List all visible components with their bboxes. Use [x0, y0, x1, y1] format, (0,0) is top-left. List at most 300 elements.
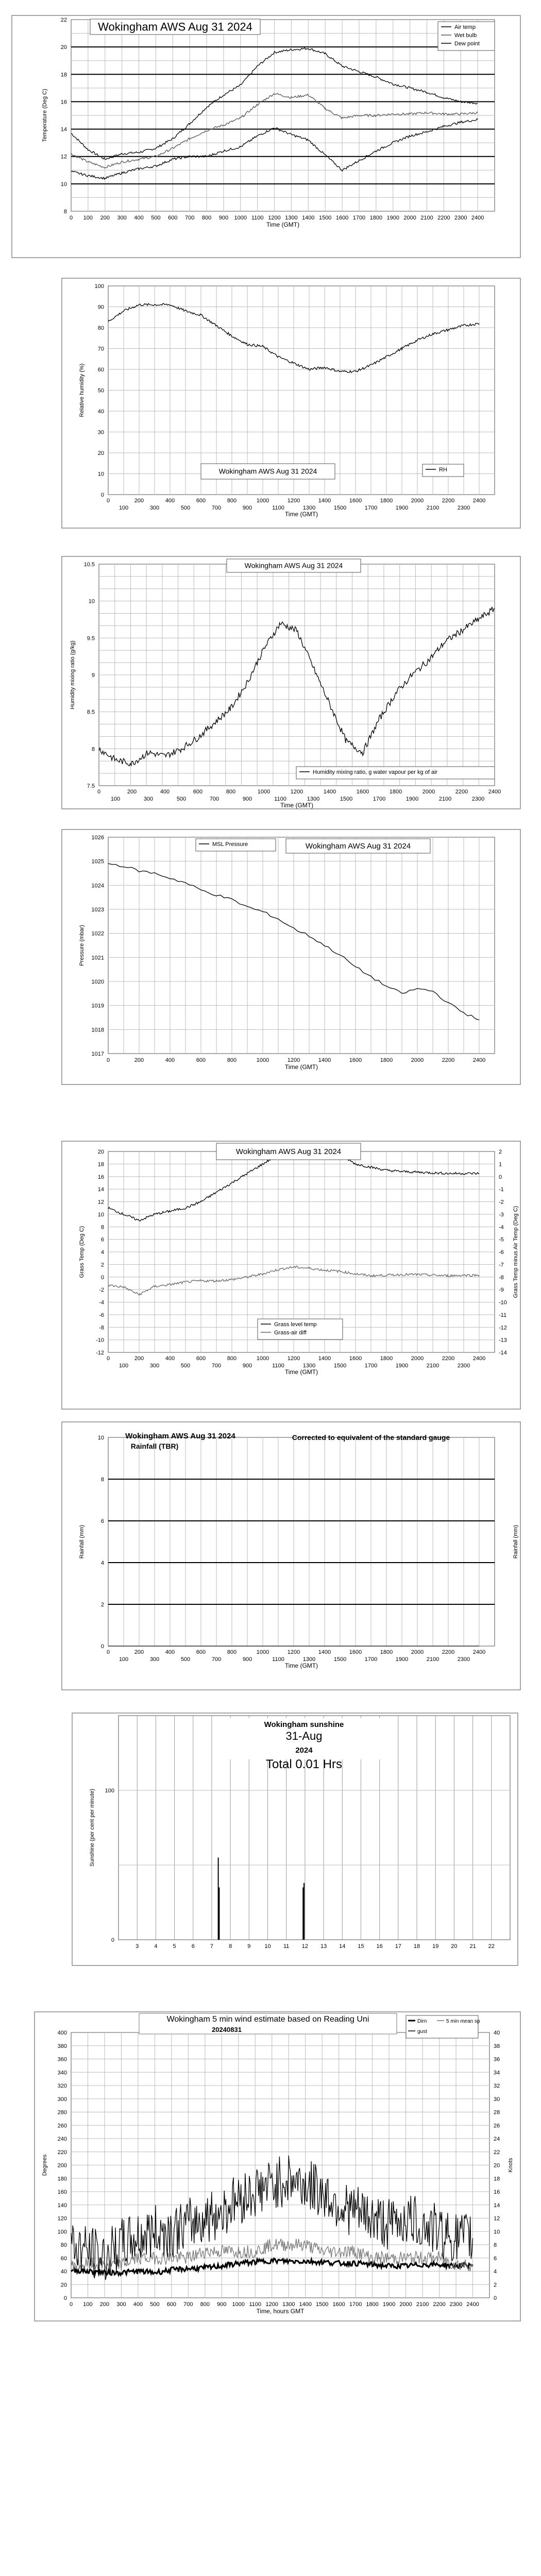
- y-tick-label: 20: [60, 2282, 67, 2289]
- x-tick-label: 1500: [333, 1363, 347, 1369]
- x-tick-label: 1700: [364, 1656, 378, 1663]
- x-tick-label: 600: [196, 1355, 206, 1362]
- chart-title: Wokingham sunshine: [264, 1720, 344, 1729]
- y-axis-title: Sunshine (per cent per minute): [89, 1788, 95, 1867]
- x-tick-label: 400: [165, 1355, 175, 1362]
- x-tick-label: 1600: [349, 1355, 362, 1362]
- x-tick-label: 1100: [251, 215, 264, 221]
- y-axis-title: Rainfall (mm): [79, 1524, 85, 1559]
- y-tick-label: 40: [60, 2268, 67, 2275]
- x-tick-label: 500: [180, 505, 191, 511]
- x-tick-label: 1300: [302, 1656, 316, 1663]
- y-tick-label-right: -9: [499, 1287, 504, 1294]
- chart-annotation: Corrected to equivalent of the standard gauge: [292, 1433, 450, 1442]
- y-tick-label: 1024: [91, 883, 104, 889]
- x-tick-label: 1200: [287, 1649, 300, 1655]
- y-tick-label: 10: [97, 1211, 104, 1218]
- chart-date: 31-Aug: [285, 1730, 323, 1742]
- y-tick-label-right: -14: [499, 1350, 507, 1356]
- x-tick-label: 1000: [234, 215, 247, 221]
- x-tick-label: 1600: [335, 215, 349, 221]
- x-tick-label: 1800: [369, 215, 383, 221]
- x-tick-label: 1900: [395, 1656, 409, 1663]
- y-tick-label-right: -4: [499, 1224, 504, 1231]
- x-tick-label: 1100: [272, 505, 284, 511]
- x-tick-label: 800: [227, 1649, 237, 1655]
- x-tick-label: 1100: [249, 2301, 262, 2308]
- y-tick-label-right: 32: [494, 2083, 500, 2089]
- x-tick-label: 1800: [380, 498, 393, 504]
- y-tick-label: 120: [57, 2215, 67, 2222]
- x-tick-label: 1200: [265, 2301, 279, 2308]
- y-axis-title: Grass Temp (Deg C): [79, 1226, 85, 1278]
- x-tick-label: 600: [166, 2301, 177, 2308]
- y-tick-label: 7.5: [87, 783, 95, 789]
- y-tick-label: 380: [57, 2043, 67, 2049]
- legend-label: Wet bulb: [454, 32, 477, 39]
- x-tick-label: 1200: [290, 789, 303, 795]
- x-tick-label: 600: [168, 215, 178, 221]
- y-tick-label: 280: [57, 2109, 67, 2116]
- y-tick-label-right: 0: [494, 2295, 497, 2301]
- x-tick-label: 600: [196, 1649, 206, 1655]
- y-tick-label: 80: [97, 325, 104, 331]
- x-tick-label: 2300: [457, 505, 470, 511]
- x-tick-label: 600: [196, 1057, 206, 1063]
- y-tick-label-right: -11: [499, 1312, 507, 1318]
- y-tick-label-right: 6: [494, 2255, 497, 2262]
- y-tick-label: 14: [97, 1187, 104, 1193]
- y-tick-label-right: 18: [494, 2176, 500, 2182]
- x-tick-label: 1400: [323, 789, 336, 795]
- x-tick-label: 200: [134, 1057, 144, 1063]
- y-tick-label: 1021: [91, 955, 104, 961]
- y-tick-label-right: -3: [499, 1211, 504, 1218]
- x-axis-title: Time (GMT): [284, 1368, 318, 1376]
- x-tick-label: 1600: [349, 498, 362, 504]
- x-tick-label: 2300: [449, 2301, 463, 2308]
- x-tick-label: 400: [134, 215, 144, 221]
- y-tick-label: 10.5: [83, 562, 95, 568]
- x-tick-label: 1400: [318, 1355, 331, 1362]
- x-tick-label: 11: [283, 1943, 290, 1950]
- x-tick-label: 0: [106, 1649, 110, 1655]
- x-tick-label: 1800: [380, 1355, 393, 1362]
- y-tick-label-right: 4: [494, 2268, 497, 2275]
- x-tick-label: 400: [133, 2301, 143, 2308]
- x-tick-label: 400: [165, 1057, 175, 1063]
- x-tick-label: 500: [151, 215, 161, 221]
- x-tick-label: 1700: [349, 2301, 362, 2308]
- y-tick-label: 2: [100, 1262, 104, 1268]
- y-tick-label: -6: [99, 1312, 104, 1318]
- legend-label: Dirn: [417, 2019, 427, 2024]
- x-tick-label: 200: [134, 498, 144, 504]
- x-tick-label: 1100: [274, 796, 286, 802]
- x-tick-label: 300: [149, 1363, 160, 1369]
- x-axis-title: Time (GMT): [284, 511, 318, 518]
- chart-subtitle: Rainfall (TBR): [130, 1442, 179, 1450]
- x-tick-label: 2300: [457, 1363, 470, 1369]
- y-tick-label: 10: [60, 181, 67, 188]
- x-tick-label: 1000: [232, 2301, 245, 2308]
- x-tick-label: 5: [173, 1943, 176, 1950]
- x-tick-label: 1800: [380, 1057, 393, 1063]
- legend-label: 5 min mean sp: [446, 2019, 480, 2024]
- chart-title: Wokingham AWS Aug 31 2024: [235, 1147, 342, 1156]
- y-tick-label: 90: [97, 304, 104, 311]
- x-tick-label: 2100: [420, 215, 433, 221]
- y-tick-label: 8: [100, 1477, 104, 1483]
- x-tick-label: 100: [110, 796, 121, 802]
- x-tick-label: 0: [69, 2301, 73, 2308]
- x-tick-label: 10: [264, 1943, 271, 1950]
- chart-8: [35, 2012, 520, 2321]
- x-tick-label: 800: [227, 498, 237, 504]
- y-tick-label: 8.5: [87, 709, 95, 716]
- x-tick-label: 7: [210, 1943, 214, 1950]
- y-tick-label: 8: [100, 1224, 104, 1231]
- x-tick-label: 8: [229, 1943, 232, 1950]
- x-tick-label: 1900: [382, 2301, 396, 2308]
- x-tick-label: 2200: [442, 1355, 455, 1362]
- y-tick-label: 220: [57, 2149, 67, 2156]
- x-tick-label: 2200: [455, 789, 468, 795]
- x-tick-label: 1300: [302, 505, 316, 511]
- x-tick-label: 1500: [340, 796, 353, 802]
- x-tick-label: 2000: [411, 1649, 424, 1655]
- chart-total: Total 0.01 Hrs: [265, 1757, 343, 1771]
- x-tick-label: 9: [247, 1943, 251, 1950]
- x-tick-label: 500: [180, 1656, 191, 1663]
- y-tick-label-right: -1: [499, 1187, 504, 1193]
- x-tick-label: 2400: [472, 1057, 486, 1063]
- y-axis-title-right: Rainfall (mm): [513, 1524, 519, 1559]
- y-tick-label: 140: [57, 2202, 67, 2209]
- y-tick-label: 14: [60, 126, 67, 133]
- x-tick-label: 900: [218, 215, 229, 221]
- x-tick-label: 800: [227, 1057, 237, 1063]
- y-tick-label-right: 22: [494, 2149, 500, 2156]
- x-tick-label: 1000: [256, 1649, 269, 1655]
- y-tick-label: 320: [57, 2083, 67, 2089]
- x-tick-label: 1300: [307, 796, 320, 802]
- legend-label: RH: [439, 467, 447, 473]
- chart-1: [12, 15, 520, 258]
- x-tick-label: 2000: [403, 215, 416, 221]
- x-tick-label: 22: [488, 1943, 495, 1950]
- y-tick-label-right: 28: [494, 2109, 500, 2116]
- x-tick-label: 900: [242, 796, 252, 802]
- y-tick-label: 8: [91, 746, 95, 753]
- y-tick-label-right: 8: [494, 2242, 497, 2248]
- x-tick-label: 400: [160, 789, 170, 795]
- y-tick-label: 0: [111, 1937, 114, 1943]
- x-tick-label: 2100: [426, 505, 439, 511]
- x-tick-label: 14: [339, 1943, 346, 1950]
- y-tick-label: 2: [100, 1602, 104, 1608]
- x-tick-label: 2300: [471, 796, 485, 802]
- legend-label: Grass level temp: [274, 1321, 317, 1328]
- x-tick-label: 2400: [472, 498, 486, 504]
- x-tick-label: 1000: [257, 789, 270, 795]
- x-tick-label: 200: [99, 2301, 110, 2308]
- x-tick-label: 100: [83, 215, 93, 221]
- x-tick-label: 100: [119, 505, 129, 511]
- y-tick-label-right: -12: [499, 1325, 507, 1331]
- x-tick-label: 1300: [302, 1363, 316, 1369]
- x-tick-label: 400: [165, 498, 175, 504]
- x-tick-label: 700: [211, 1363, 222, 1369]
- x-tick-label: 0: [106, 498, 110, 504]
- x-tick-label: 1400: [318, 1057, 331, 1063]
- x-tick-label: 2100: [426, 1656, 439, 1663]
- x-tick-label: 900: [242, 1656, 252, 1663]
- y-tick-label: 80: [60, 2242, 67, 2248]
- y-tick-label: -12: [96, 1350, 104, 1356]
- x-tick-label: 0: [69, 215, 73, 221]
- chart-3: [62, 556, 520, 809]
- x-tick-label: 1600: [349, 1649, 362, 1655]
- chart-year: 2024: [295, 1746, 313, 1755]
- x-tick-label: 1700: [373, 796, 386, 802]
- x-tick-label: 1400: [318, 498, 331, 504]
- y-tick-label-right: 20: [494, 2162, 500, 2169]
- x-tick-label: 2000: [422, 789, 435, 795]
- x-tick-label: 1000: [256, 1355, 269, 1362]
- y-tick-label: 10: [97, 471, 104, 478]
- y-tick-label-right: 26: [494, 2123, 500, 2129]
- y-tick-label: 9: [91, 672, 95, 679]
- y-tick-label: -2: [99, 1287, 104, 1294]
- x-tick-label: 1100: [272, 1363, 284, 1369]
- x-tick-label: 2400: [466, 2301, 479, 2308]
- y-tick-label: 0: [100, 492, 104, 498]
- chart-4: [62, 829, 520, 1084]
- y-tick-label: 100: [105, 1788, 114, 1794]
- y-tick-label-right: -2: [499, 1199, 504, 1206]
- x-tick-label: 2200: [442, 1649, 455, 1655]
- y-tick-label: 1026: [91, 835, 104, 841]
- y-tick-label: 9.5: [87, 635, 95, 642]
- chart-subtitle: 20240831: [212, 2026, 242, 2033]
- x-axis-title: Time (GMT): [284, 1063, 318, 1071]
- x-tick-label: 1200: [287, 1057, 300, 1063]
- y-tick-label-right: -13: [499, 1337, 507, 1344]
- chart-2: [62, 278, 520, 528]
- y-tick-label: 6: [100, 1236, 104, 1243]
- y-axis-title: Humidity mixing ratio (g/kg): [70, 640, 76, 709]
- y-tick-label: 6: [100, 1518, 104, 1524]
- x-tick-label: 2100: [416, 2301, 429, 2308]
- y-tick-label-right: 1: [499, 1161, 502, 1168]
- chart-title: Wokingham AWS Aug 31 2024: [218, 467, 317, 476]
- y-tick-label: 160: [57, 2189, 67, 2195]
- y-tick-label: 8: [63, 209, 67, 215]
- x-tick-label: 0: [106, 1355, 110, 1362]
- y-tick-label: 10: [97, 1435, 104, 1441]
- x-tick-label: 1000: [256, 1057, 269, 1063]
- y-tick-label-right: 16: [494, 2189, 500, 2195]
- y-tick-label: 0: [63, 2295, 67, 2301]
- y-tick-label: 16: [60, 99, 67, 106]
- x-tick-label: 1200: [287, 498, 300, 504]
- x-tick-label: 1100: [272, 1656, 284, 1663]
- x-tick-label: 18: [413, 1943, 420, 1950]
- legend-label: Air temp: [454, 24, 476, 30]
- y-tick-label: 20: [97, 450, 104, 456]
- x-tick-label: 1200: [268, 215, 281, 221]
- x-tick-label: 500: [180, 1363, 191, 1369]
- y-tick-label-right: 40: [494, 2030, 500, 2036]
- x-tick-label: 1700: [352, 215, 366, 221]
- x-tick-label: 2400: [472, 1355, 486, 1362]
- x-tick-label: 17: [395, 1943, 401, 1950]
- x-tick-label: 2200: [442, 498, 455, 504]
- y-tick-label-right: 36: [494, 2056, 500, 2063]
- legend-label: Grass-air diff: [274, 1330, 307, 1336]
- x-tick-label: 700: [209, 796, 219, 802]
- x-tick-label: 6: [191, 1943, 195, 1950]
- x-tick-label: 900: [242, 1363, 252, 1369]
- x-tick-label: 0: [106, 1057, 110, 1063]
- x-tick-label: 1500: [333, 505, 347, 511]
- x-tick-label: 1700: [364, 505, 378, 511]
- y-tick-label: 60: [97, 367, 104, 373]
- x-tick-label: 1300: [285, 215, 298, 221]
- y-tick-label: 12: [60, 154, 67, 160]
- y-tick-label-right: 30: [494, 2096, 500, 2103]
- x-tick-label: 700: [211, 505, 222, 511]
- x-tick-label: 800: [227, 1355, 237, 1362]
- y-tick-label: 260: [57, 2123, 67, 2129]
- legend-label: Dew point: [454, 41, 480, 47]
- x-tick-label: 2400: [472, 1649, 486, 1655]
- x-tick-label: 1900: [395, 505, 409, 511]
- x-tick-label: 1800: [366, 2301, 379, 2308]
- y-tick-label: 10: [88, 598, 95, 605]
- x-tick-label: 1900: [386, 215, 399, 221]
- y-tick-label: -10: [96, 1337, 104, 1344]
- legend-label: gust: [417, 2029, 427, 2035]
- x-tick-label: 200: [134, 1649, 144, 1655]
- x-tick-label: 1500: [318, 215, 332, 221]
- x-tick-label: 2100: [426, 1363, 439, 1369]
- y-tick-label: 100: [94, 283, 104, 290]
- y-tick-label: 40: [97, 409, 104, 415]
- chart-title: Wokingham 5 min wind estimate based on Reading Uni: [166, 2015, 369, 2024]
- x-tick-label: 1400: [302, 215, 315, 221]
- y-tick-label: 340: [57, 2070, 67, 2076]
- x-tick-label: 1200: [287, 1355, 300, 1362]
- x-tick-label: 20: [451, 1943, 458, 1950]
- y-tick-label-right: -5: [499, 1236, 504, 1243]
- x-tick-label: 15: [358, 1943, 364, 1950]
- x-tick-label: 21: [469, 1943, 476, 1950]
- x-tick-label: 3: [136, 1943, 139, 1950]
- y-tick-label: 20: [97, 1149, 104, 1155]
- chart-5: [62, 1141, 520, 1409]
- y-tick-label: 70: [97, 346, 104, 352]
- y-tick-label: 400: [57, 2030, 67, 2036]
- x-axis-title: Time (GMT): [266, 221, 300, 228]
- x-tick-label: 2000: [411, 498, 424, 504]
- x-tick-label: 1400: [318, 1649, 331, 1655]
- y-tick-label-right: 12: [494, 2215, 500, 2222]
- y-tick-label: 1025: [91, 858, 104, 865]
- x-tick-label: 1900: [395, 1363, 409, 1369]
- x-tick-label: 1000: [256, 498, 269, 504]
- x-tick-label: 500: [176, 796, 187, 802]
- y-axis-title: Pressure (mbar): [79, 925, 85, 966]
- x-tick-label: 300: [149, 505, 160, 511]
- y-axis-title: Degrees: [42, 2154, 48, 2176]
- x-tick-label: 2400: [471, 215, 484, 221]
- x-tick-label: 1600: [349, 1057, 362, 1063]
- x-tick-label: 1800: [389, 789, 402, 795]
- chart-6: [62, 1422, 520, 1690]
- y-tick-label: 360: [57, 2056, 67, 2063]
- x-tick-label: 1500: [315, 2301, 329, 2308]
- x-tick-label: 700: [184, 215, 195, 221]
- y-tick-label: -4: [99, 1299, 104, 1306]
- y-tick-label-right: 2: [499, 1149, 502, 1155]
- x-tick-label: 2000: [411, 1057, 424, 1063]
- y-tick-label: 1017: [91, 1051, 104, 1057]
- x-tick-label: 600: [193, 789, 203, 795]
- x-tick-label: 16: [376, 1943, 383, 1950]
- x-tick-label: 900: [217, 2301, 227, 2308]
- x-tick-label: 300: [149, 1656, 160, 1663]
- x-axis-title: Time, hours GMT: [256, 2308, 305, 2315]
- y-axis-title-right: Knots: [508, 2158, 514, 2173]
- y-tick-label: 12: [97, 1199, 104, 1206]
- x-tick-label: 2000: [399, 2301, 412, 2308]
- x-tick-label: 2300: [457, 1656, 470, 1663]
- x-tick-label: 300: [143, 796, 154, 802]
- y-tick-label: 200: [57, 2162, 67, 2169]
- chart-title: Wokingham AWS Aug 31 2024: [125, 1432, 235, 1440]
- y-tick-label: 0: [100, 1643, 104, 1650]
- x-axis-title: Time (GMT): [284, 1662, 318, 1669]
- y-tick-label: 18: [60, 72, 67, 78]
- chart-7: [72, 1713, 518, 1965]
- x-tick-label: 13: [320, 1943, 327, 1950]
- x-tick-label: 400: [165, 1649, 175, 1655]
- x-tick-label: 2400: [488, 789, 501, 795]
- x-tick-label: 200: [100, 215, 110, 221]
- y-tick-label: 30: [97, 429, 104, 436]
- y-tick-label: 22: [60, 17, 67, 23]
- y-tick-label-right: 2: [494, 2282, 497, 2289]
- x-tick-label: 2200: [442, 1057, 455, 1063]
- x-tick-label: 1400: [299, 2301, 312, 2308]
- x-tick-label: 900: [242, 505, 252, 511]
- y-tick-label-right: 10: [494, 2229, 500, 2235]
- chart-title: Wokingham AWS Aug 31 2024: [244, 561, 343, 570]
- y-tick-label-right: 34: [494, 2070, 500, 2076]
- plot-area: [108, 837, 495, 1054]
- x-tick-label: 4: [154, 1943, 158, 1950]
- y-tick-label: 50: [97, 387, 104, 394]
- x-tick-label: 100: [119, 1363, 129, 1369]
- y-tick-label: 4: [100, 1249, 104, 1256]
- legend-label: Humidity mixing ratio, g water vapour per kg of air: [313, 769, 438, 775]
- y-tick-label: 300: [57, 2096, 67, 2103]
- y-axis-title: Relative humidity (%): [79, 363, 85, 417]
- x-tick-label: 2200: [437, 215, 450, 221]
- y-tick-label: 60: [60, 2255, 67, 2262]
